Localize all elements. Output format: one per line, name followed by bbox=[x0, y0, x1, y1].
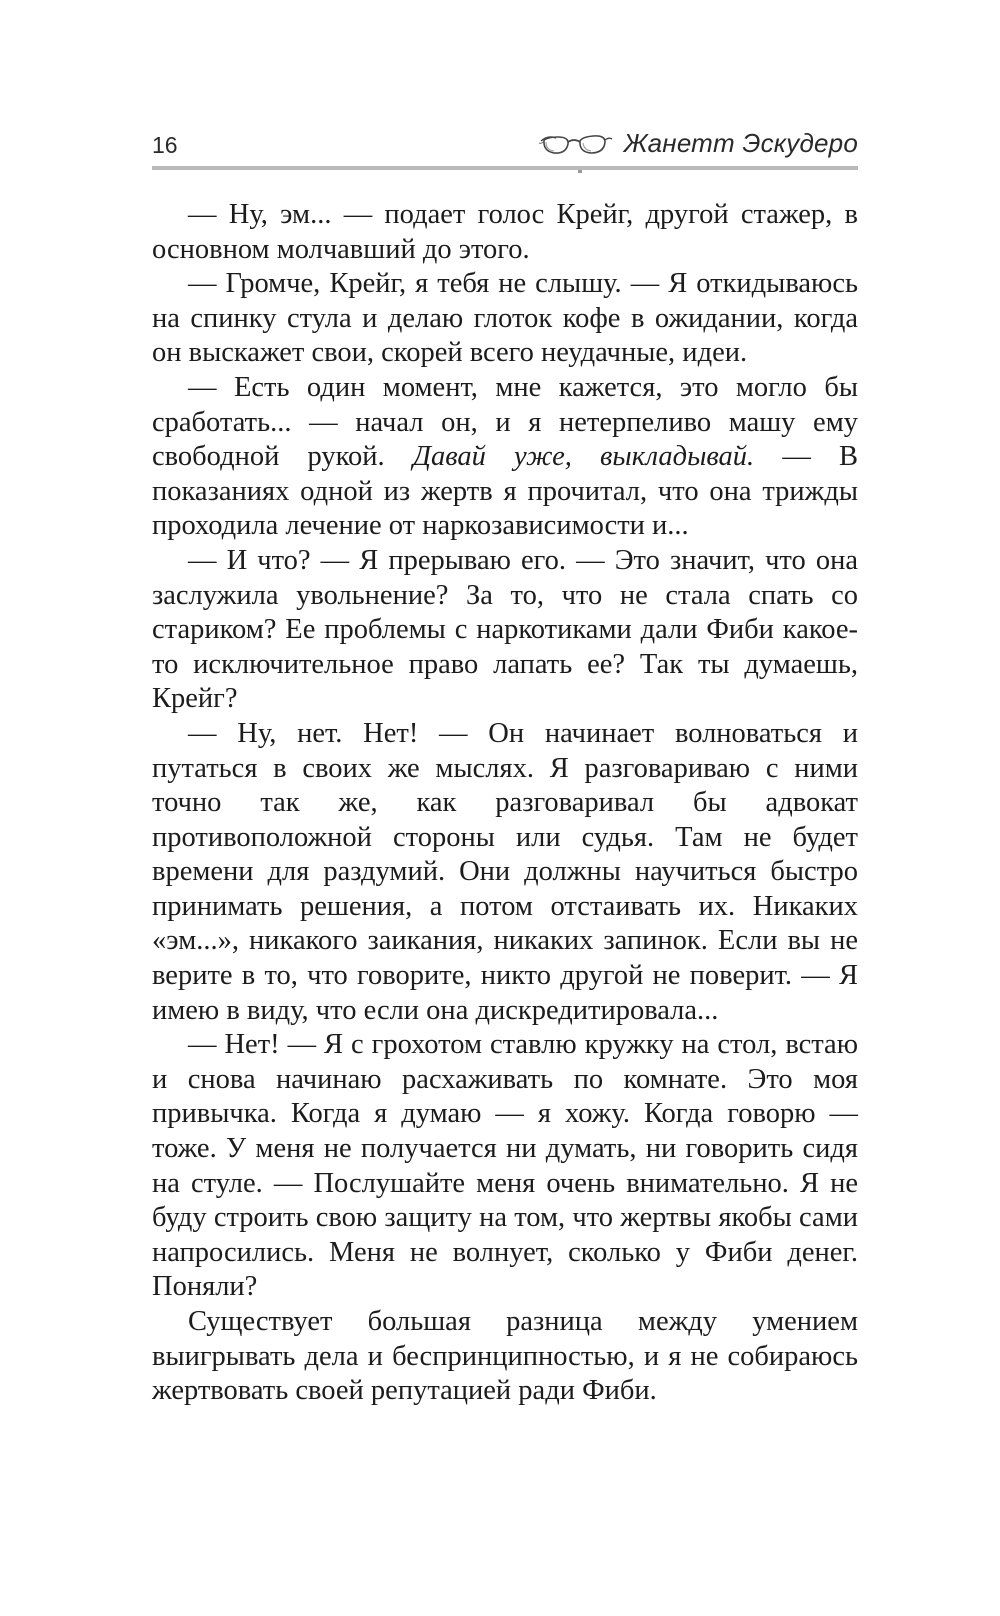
author-name: Жанетт Эскудеро bbox=[623, 128, 858, 158]
paragraph: — Громче, Крейг, я тебя не слышу. — Я откидываюсь на спинку стула и делаю глоток кофе в ожидании, когда он выскажет свои, скорей всего неудачные, идеи. bbox=[152, 268, 858, 369]
page-number: 16 bbox=[152, 132, 178, 158]
paragraph bbox=[152, 371, 858, 544]
paragraph-text: — В показаниях одной из жертв я прочитал, что она трижды проходила лечение от наркозависимости и... bbox=[152, 441, 859, 542]
header-rule-mark bbox=[578, 170, 582, 173]
body-text bbox=[152, 198, 858, 1409]
paragraph-text: — Есть один момент, мне кажется, это могло бы сработать... — начал он, и я нетерпеливо машу ему свободной рукой. bbox=[152, 371, 858, 473]
author-header bbox=[538, 128, 858, 159]
paragraph: — Нет! — Я с грохотом ставлю кружку на стол, встаю и снова начинаю расхаживать по комнате. Это моя привычка. Когда я думаю — я хожу. Когда говорю — тоже. У меня не получается ни думать, ни говорить сидя на стуле. — Послушайте меня очень внимательно. Я не буду строить свою защиту на том, что жертвы якобы сами напросились. Меня не волнует, сколько у Фиби денег. Поняли? bbox=[152, 1029, 858, 1303]
italic-thought: Давай уже, выкладывай. bbox=[412, 441, 755, 473]
paragraph: — Ну, эм... — подает голос Крейг, другой стажер, в основном молчавший до этого. bbox=[152, 199, 858, 265]
glasses-icon bbox=[538, 129, 614, 159]
paragraph: — Ну, нет. Нет! — Он начинает волноваться и путаться в своих же мыслях. Я разговариваю с ними точно так же, как разговаривал бы адвокат противоположной стороны или судья. Там не будет времени для раздумий. Они должны научиться быстро принимать решения, а потом отстаивать их. Никаких «эм...», никакого заикания, никаких запинок. Если вы не верите в то, что говорите, никто другой не поверит. — Я имею в виду, что если она дискредитировала... bbox=[152, 717, 858, 1026]
running-head bbox=[152, 128, 858, 164]
paragraph: Существует большая разница между умением выигрывать дела и беспринципностью, и я не собираюсь жертвовать своей репутацией ради Фиби. bbox=[152, 1306, 858, 1407]
header-rule bbox=[152, 166, 858, 170]
paragraph: — И что? — Я прерываю его. — Это значит, что она заслужила увольнение? За то, что не стала спать со стариком? Ее проблемы с наркотиками дали Фиби какое-то исключительное право лапать ее? Так ты думаешь, Крейг? bbox=[152, 544, 858, 715]
